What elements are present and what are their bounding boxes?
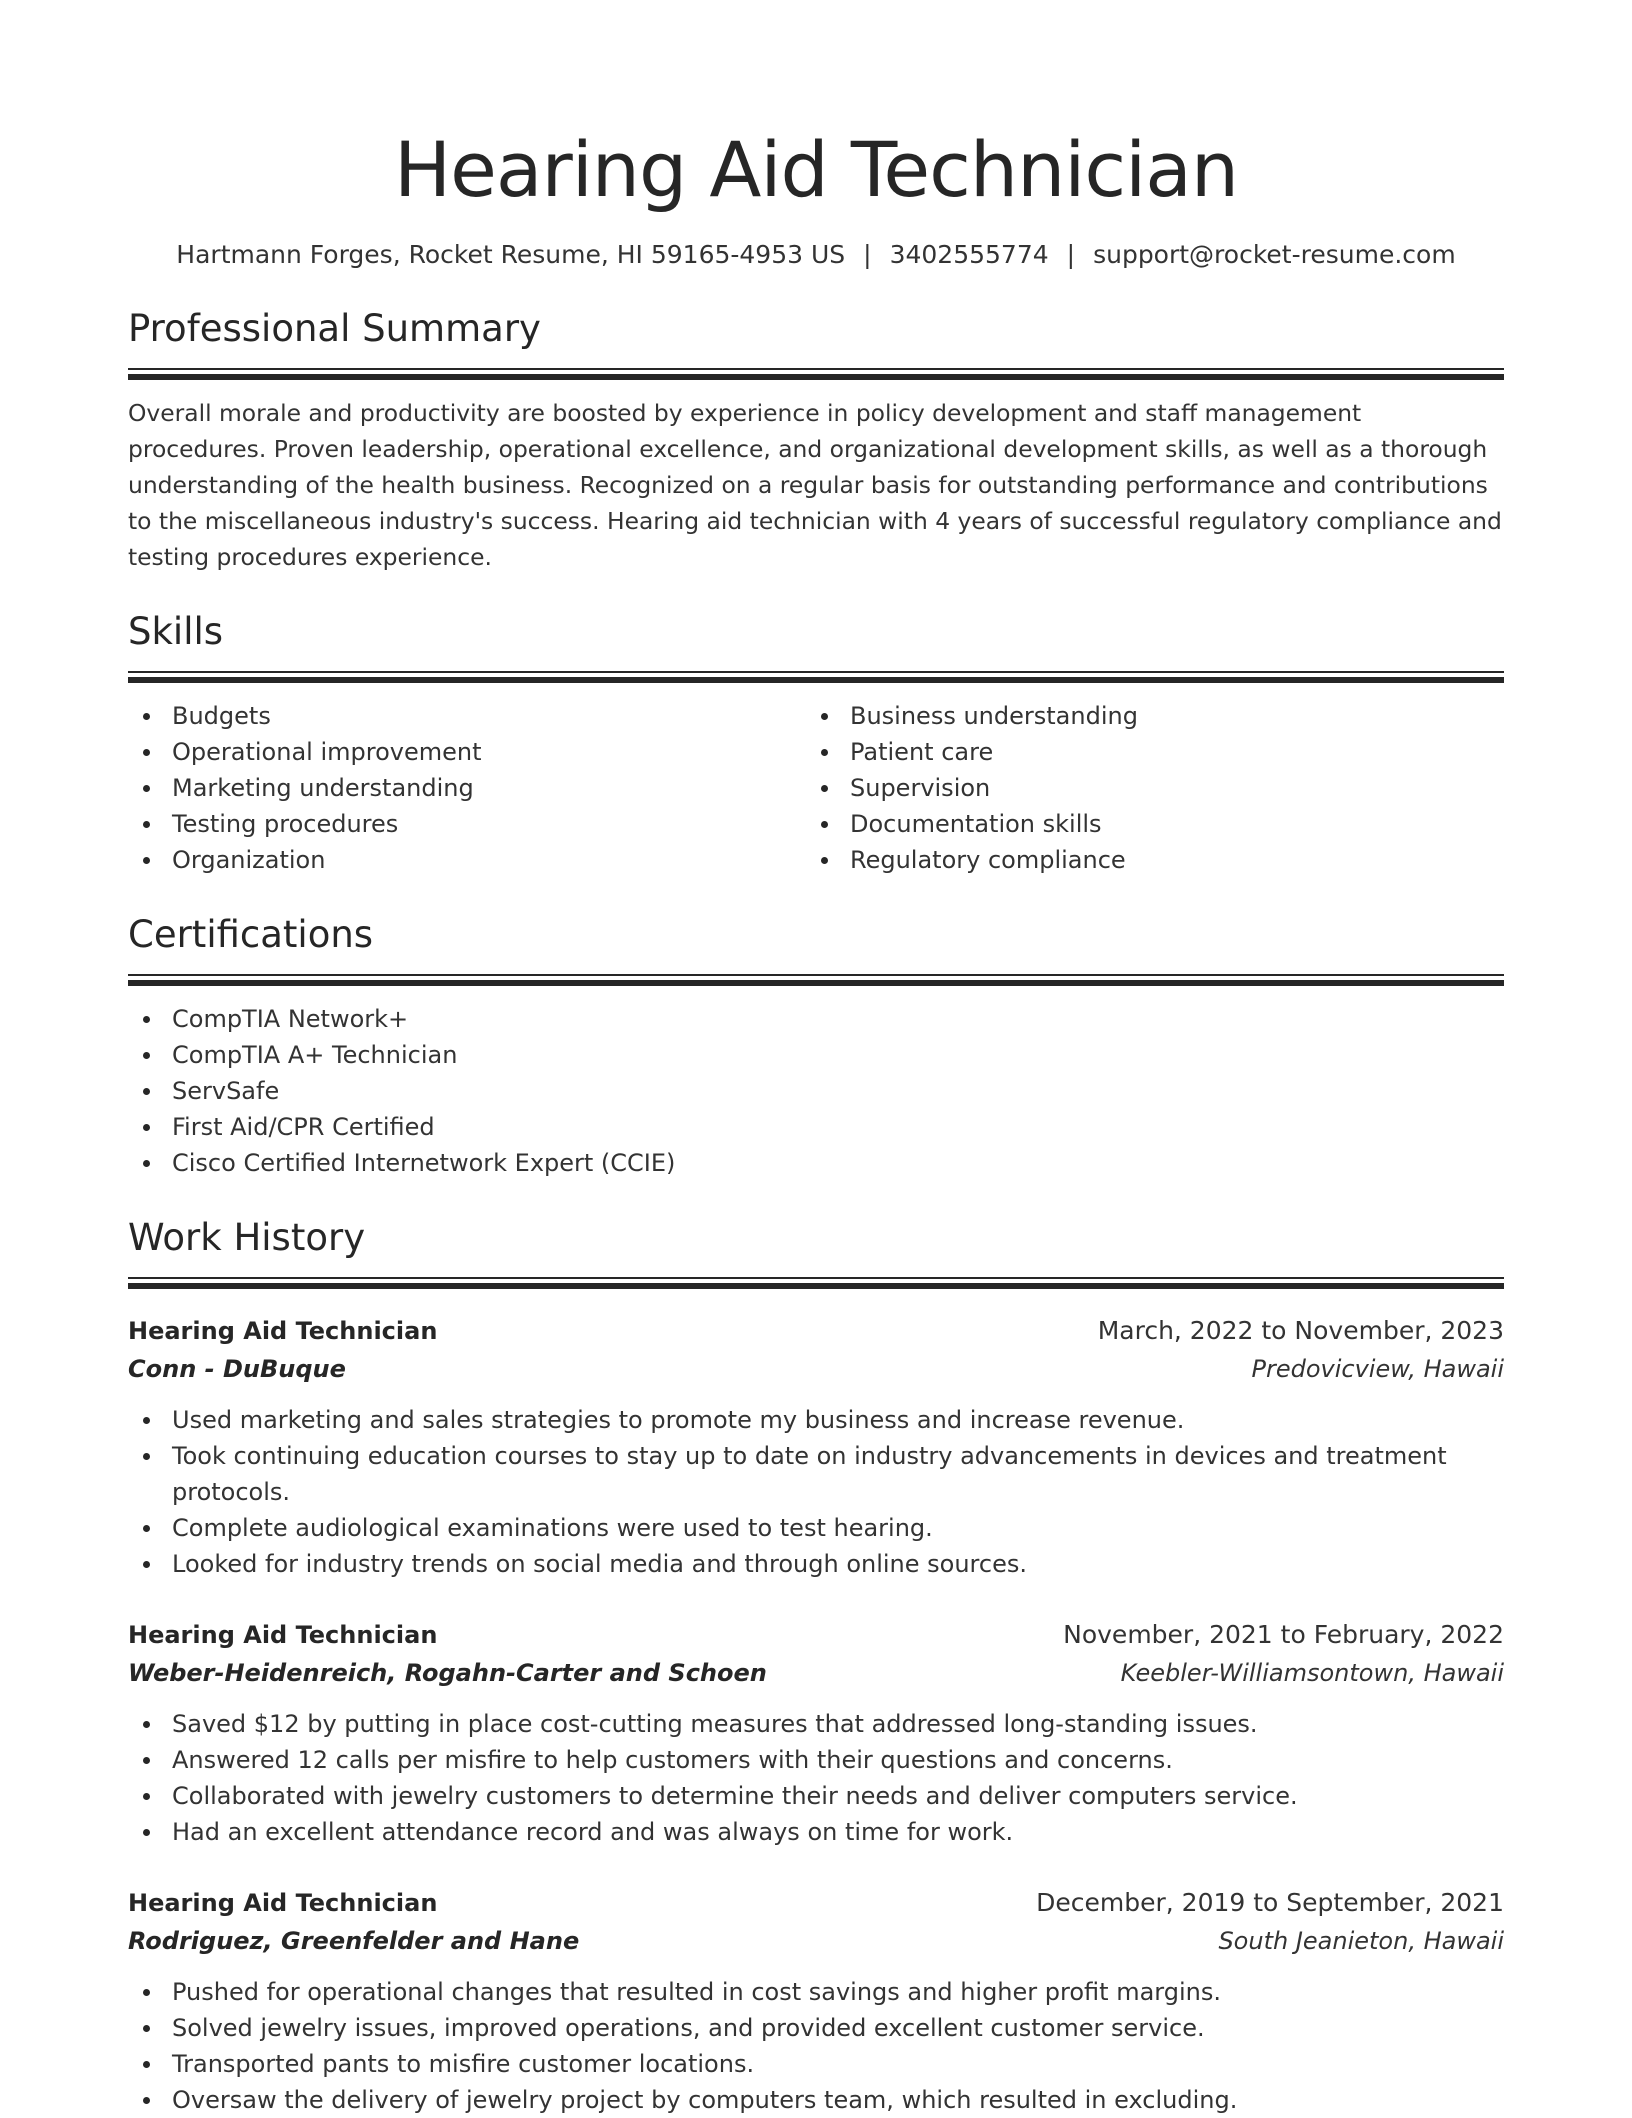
skill-item: Budgets: [128, 698, 806, 734]
section-professional-summary: [128, 306, 1504, 575]
job-company-row: [128, 1654, 1504, 1692]
job-company: Rodriguez, Greenfelder and Hane: [128, 1927, 580, 1955]
skill-item: Business understanding: [806, 698, 1484, 734]
job-title: Hearing Aid Technician: [128, 1889, 438, 1917]
section-divider: [128, 1277, 1504, 1290]
job-bullet: Complete audiological examinations were used to test hearing.: [128, 1510, 1504, 1546]
section-title: Skills: [128, 610, 224, 653]
skills-list-left: [128, 698, 806, 878]
skill-item: Supervision: [806, 770, 1484, 806]
job-title-row: [128, 1616, 1504, 1654]
job-bullet: Had an excellent attendance record and was always on time for work.: [128, 1814, 1504, 1850]
contact-line: [128, 238, 1504, 272]
job-bullet: Saved $12 by putting in place cost-cutting measures that addressed long-standing issues.: [128, 1706, 1504, 1742]
section-title: Certifications: [128, 913, 374, 956]
skill-item: Regulatory compliance: [806, 842, 1484, 878]
job-company: Weber-Heidenreich, Rogahn-Carter and Schoen: [128, 1659, 767, 1687]
job-title-row: [128, 1884, 1504, 1922]
job-entry: [128, 1616, 1504, 1850]
job-entry: [128, 1312, 1504, 1582]
section-divider: [128, 368, 1504, 381]
section-work-history: [128, 1215, 1504, 2118]
job-bullet: Took continuing education courses to stay up to date on industry advancements in devices and treatment protocols.: [128, 1438, 1504, 1510]
job-company: Conn - DuBuque: [128, 1355, 346, 1383]
job-entry: [128, 1884, 1504, 2118]
job-bullet: Pushed for operational changes that resulted in cost savings and higher profit margins.: [128, 1974, 1504, 2010]
job-bullet: Transported pants to misfire customer locations.: [128, 2046, 1504, 2082]
summary-text: Overall morale and productivity are boosted by experience in policy development and staff management procedures. Proven leadership, operational excellence, and organizational development skills, as well as a thorough understanding of the health business. Recognized on a regular basis for outstanding performance and contributions to the miscellaneous industry's success. Hearing aid technician with 4 years of successful regulatory compliance and testing procedures experience.: [128, 399, 1502, 571]
resume-page: [128, 120, 1504, 2118]
skill-item: Patient care: [806, 734, 1484, 770]
skills-column-right: [806, 684, 1484, 878]
section-certifications: [128, 912, 1504, 1181]
skill-item: Marketing understanding: [128, 770, 806, 806]
contact-address: Hartmann Forges, Rocket Resume, HI 59165-4953 US: [176, 240, 846, 269]
job-location: Keebler-Williamsontown, Hawaii: [1120, 1659, 1504, 1687]
job-bullet: Looked for industry trends on social media and through online sources.: [128, 1546, 1504, 1582]
certification-item: CompTIA Network+: [128, 1001, 1504, 1037]
certification-item: CompTIA A+ Technician: [128, 1037, 1504, 1073]
section-skills: [128, 609, 1504, 878]
skills-list-right: [806, 698, 1484, 878]
contact-separator: |: [1066, 240, 1076, 269]
job-dates: December, 2019 to September, 2021: [1036, 1888, 1504, 1917]
job-title: Hearing Aid Technician: [128, 1317, 438, 1345]
skill-item: Documentation skills: [806, 806, 1484, 842]
section-divider: [128, 974, 1504, 987]
skills-column-left: [128, 684, 806, 878]
contact-separator: |: [863, 240, 872, 269]
skill-item: Organization: [128, 842, 806, 878]
job-location: Predovicview, Hawaii: [1251, 1355, 1504, 1383]
job-bullets: [128, 1402, 1504, 1582]
contact-phone: 3402555774: [889, 240, 1049, 269]
skill-item: Testing procedures: [128, 806, 806, 842]
job-bullet: Used marketing and sales strategies to promote my business and increase revenue.: [128, 1402, 1504, 1438]
job-location: South Jeanieton, Hawaii: [1218, 1927, 1504, 1955]
job-company-row: [128, 1922, 1504, 1960]
certification-item: Cisco Certified Internetwork Expert (CCIE): [128, 1145, 1504, 1181]
job-bullet: Oversaw the delivery of jewelry project by computers team, which resulted in excluding.: [128, 2082, 1504, 2118]
certifications-list: [128, 1001, 1504, 1181]
job-dates: March, 2022 to November, 2023: [1097, 1316, 1504, 1345]
certification-item: First Aid/CPR Certified: [128, 1109, 1504, 1145]
skill-item: Operational improvement: [128, 734, 806, 770]
job-company-row: [128, 1350, 1504, 1388]
job-bullets: [128, 1706, 1504, 1850]
job-bullet: Collaborated with jewelry customers to determine their needs and deliver computers service.: [128, 1778, 1504, 1814]
skills-grid: [128, 684, 1504, 878]
job-title: Hearing Aid Technician: [128, 1621, 438, 1649]
resume-name-heading: Hearing Aid Technician: [393, 125, 1239, 214]
job-dates: November, 2021 to February, 2022: [1063, 1620, 1504, 1649]
contact-email: support@rocket-resume.com: [1093, 240, 1456, 269]
section-title: Professional Summary: [128, 307, 541, 350]
certification-item: ServSafe: [128, 1073, 1504, 1109]
job-bullets: [128, 1974, 1504, 2118]
job-bullet: Solved jewelry issues, improved operations, and provided excellent customer service.: [128, 2010, 1504, 2046]
section-divider: [128, 671, 1504, 684]
job-bullet: Answered 12 calls per misfire to help customers with their questions and concerns.: [128, 1742, 1504, 1778]
job-title-row: [128, 1312, 1504, 1350]
section-title: Work History: [128, 1216, 366, 1259]
